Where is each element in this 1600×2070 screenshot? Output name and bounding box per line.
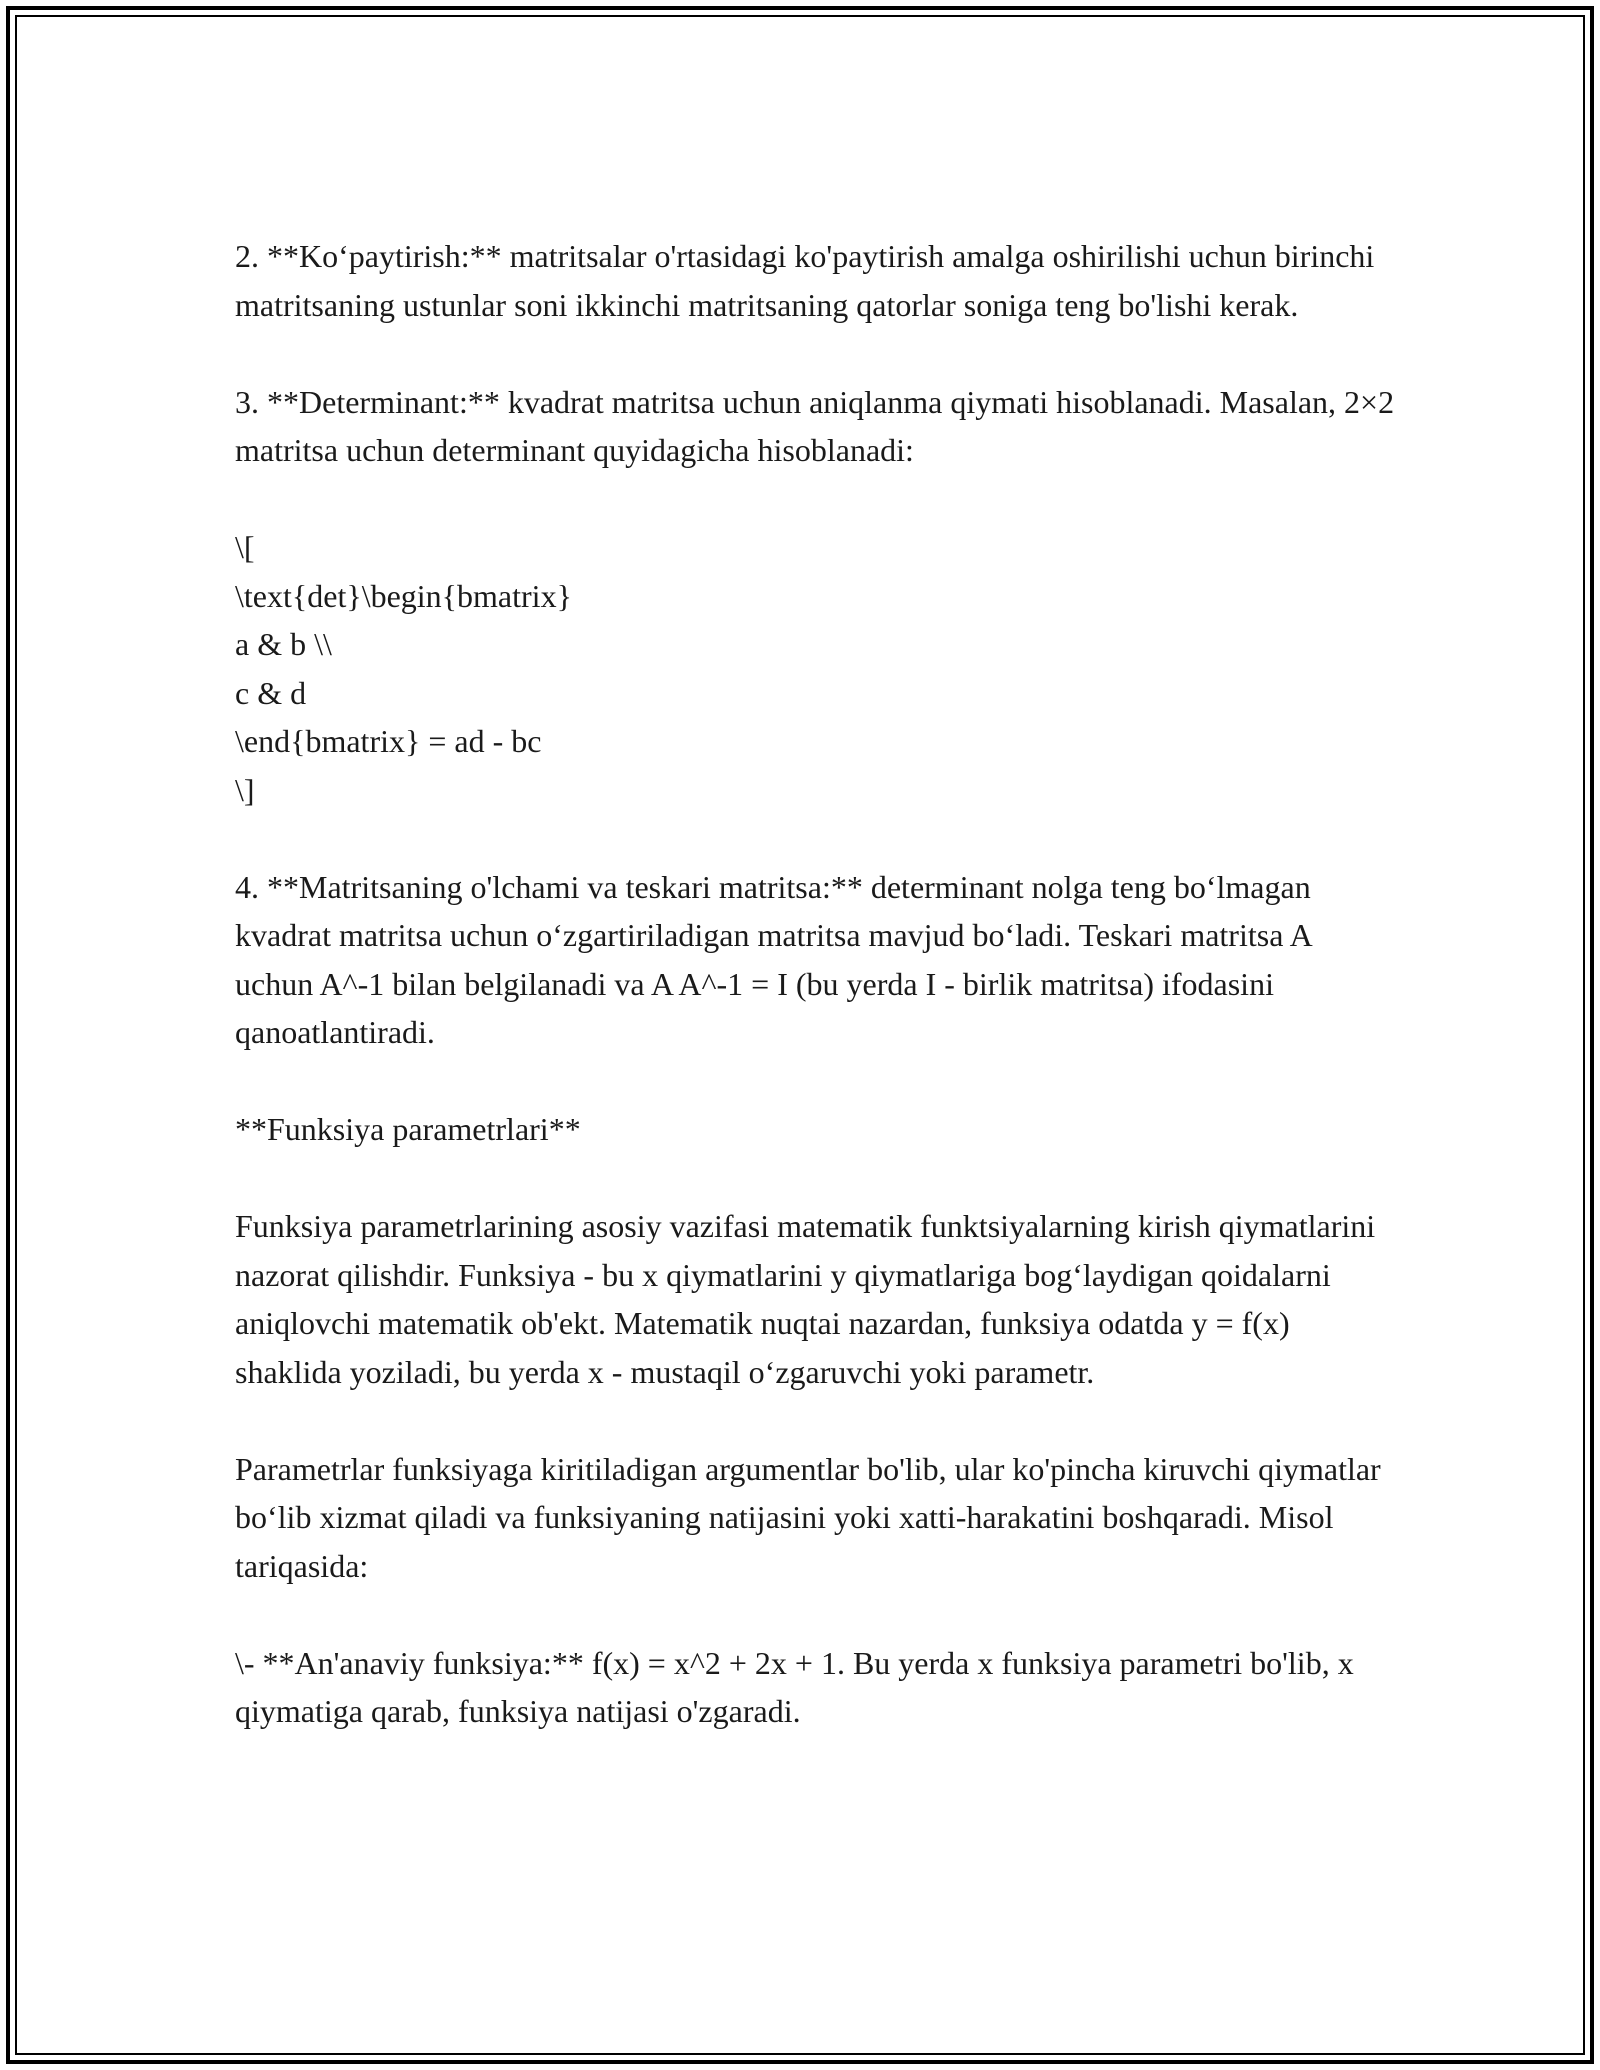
formula-block: [235, 523, 1395, 814]
formula-line: \[: [235, 529, 255, 565]
paragraph-determinant: 3. **Determinant:** kvadrat matritsa uchun aniqlanma qiymati hisoblanadi. Masalan, 2×2 matritsa uchun determinant quyidagicha hisoblanadi:: [235, 383, 1395, 468]
paragraph-function-definition: Funksiya parametrlarining asosiy vazifasi matematik funktsiyalarning kirish qiymatlarini nazorat qilishdir. Funksiya - bu x qiymatlarini y qiymatlariga bog‘laydigan qoidalarni aniqlovchi matematik ob'ekt. Matematik nuqtai nazardan, funksiya odatda y = f(x) shaklida yoziladi, bu yerda x - mustaqil o‘zgaruvchi yoki parametr.: [235, 1208, 1376, 1390]
paragraph-multiplication: 2. **Ko‘paytirish:** matritsalar o'rtasidagi ko'paytirish amalga oshirilishi uchun birinchi matritsaning ustunlar soni ikkinchi matritsaning qatorlar soniga teng bo'lishi kerak.: [235, 238, 1375, 323]
section-heading-function-parameters: **Funksiya parametrlari**: [235, 1111, 581, 1147]
formula-line: \end{bmatrix} = ad - bc: [235, 723, 542, 759]
paragraph-example: \- **An'anaviy funksiya:** f(x) = x^2 + 2x + 1. Bu yerda x funksiya parametri bo'lib, x qiymatiga qarab, funksiya natijasi o'zgaradi.: [235, 1644, 1354, 1729]
formula-line: c & d: [235, 674, 307, 711]
formula-line: a & b \\: [235, 626, 332, 662]
document-body: [235, 232, 1395, 1784]
formula-line: \]: [235, 771, 255, 808]
paragraph-parameters: Parametrlar funksiyaga kiritiladigan argumentlar bo'lib, ular ko'pincha kiruvchi qiymatlar bo‘lib xizmat qiladi va funksiyaning natijasini yoki xatti-harakatini boshqaradi. Misol tariqasida:: [235, 1450, 1381, 1584]
paragraph-inverse-matrix: 4. **Matritsaning o'lchami va teskari matritsa:** determinant nolga teng bo‘lmagan kvadrat matritsa uchun o‘zgartiriladigan matritsa mavjud bo‘ladi. Teskari matritsa A uchun A^-1 bilan belgilanadi va A A^-1 = I (bu yerda I - birlik matritsa) ifodasini qanoatlantiradi.: [235, 868, 1311, 1050]
formula-line: \text{det}\begin{bmatrix}: [235, 577, 572, 614]
